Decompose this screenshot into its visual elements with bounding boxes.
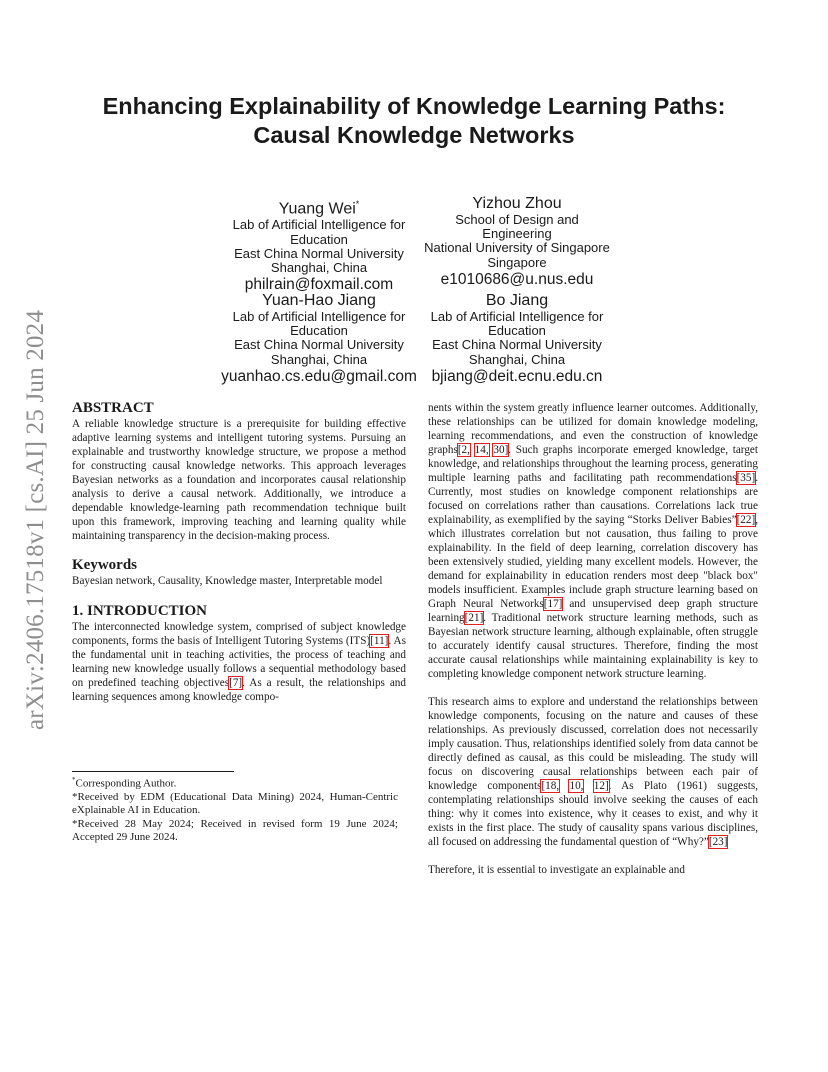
author-block-3 bbox=[216, 292, 422, 386]
author-affiliation: East China Normal University bbox=[432, 337, 602, 353]
author-email[interactable]: bjiang@deit.ecnu.edu.cn bbox=[431, 367, 603, 385]
author-email[interactable]: e1010686@u.nus.edu bbox=[440, 270, 594, 288]
author-affiliation: Education bbox=[290, 231, 348, 247]
footnotes bbox=[72, 774, 398, 845]
author-affiliation: School of Design and bbox=[455, 212, 579, 227]
author-affiliation: Singapore bbox=[487, 254, 547, 270]
author-affiliation: Education bbox=[290, 323, 348, 339]
introduction-paragraph: The interconnected knowledge system, comprised of subject knowledge components, forms the basis of Intelligent Tutoring Systems (ITS)[11]. As the fundamental unit in teaching activities, the process of teaching and learning new knowledge usually follows a sequential methodology based on predefined teaching objectives[7]. As a result, the relationships and learning sequences among knowledge compo- bbox=[72, 621, 406, 703]
author-name: Yuang Wei bbox=[278, 200, 356, 218]
citation-link[interactable]: [7] bbox=[229, 677, 243, 689]
left-column bbox=[72, 400, 406, 704]
citation-link[interactable]: 12] bbox=[593, 780, 609, 792]
author-block-1 bbox=[222, 195, 416, 294]
author-affiliation: Lab of Artificial Intelligence for bbox=[232, 217, 406, 233]
citation-link[interactable]: 14, bbox=[474, 444, 489, 456]
citation-link[interactable]: [2, bbox=[457, 444, 470, 456]
author-affiliation: Education bbox=[488, 323, 546, 339]
corresponding-mark: * bbox=[355, 199, 360, 209]
footnote-dates: *Received 28 May 2024; Received in revised form 19 June 2024; Accepted 29 June 2024. bbox=[72, 817, 398, 844]
author-affiliation: East China Normal University bbox=[234, 337, 404, 353]
paper-title bbox=[60, 92, 768, 150]
body-paragraph: nents within the system greatly influence learner outcomes. Additionally, these relationships can be utilized for domain knowledge modeling, learning recommendations, and even the construction of knowledge graphs[2, 14, 30]. Such graphs incorporate emerged knowledge, target knowledge, and relationships throughout the learning process, generating multiple learning paths and facilitating path recommendations[35]. Currently, most studies on knowledge component relationships are focused on correlations rather than causations. Correlations lack true explainability, as exemplified by the saying “Storks Deliver Babies”[22], which illustrates correlation but not causation, thus failing to prove explainability. In the field of deep learning, correlation discovery has been extensively studied, yielding many excellent models. However, the demand for explainability in education renders most deep "black box" models insufficient. Examples include graph structure learning based on Graph Neural Networks[17] and unsupervised deep graph structure learning[21]. Traditional network structure learning methods, such as Bayesian network structure learning, although explainable, often struggle to accurately identify causal structures. Therefore, finding the most accurate causal relationships while maintaining explainability is key to completing knowledge component network structure learning. bbox=[428, 402, 758, 680]
footnote-corresponding: *Corresponding Author. bbox=[72, 776, 177, 790]
abstract-text: A reliable knowledge structure is a prerequisite for building effective adaptive learning systems and intelligent tutoring systems. Pursuing an explainable and trustworthy knowledge structure, we propose a method for constructing causal knowledge networks. This approach leverages Bayesian networks as a foundation and incorporates causal relationship analysis to derive a causal network. Additionally, we introduce a dependable knowledge-learning path recommendation technique built upon this framework, improving teaching and learning quality while maintaining transparency in the decision-making process. bbox=[72, 418, 406, 542]
arxiv-identifier: arXiv:2406.17518v1 [cs.AI] 25 Jun 2024 bbox=[22, 309, 49, 730]
footnote-rule bbox=[72, 771, 234, 772]
author-affiliation: Engineering bbox=[482, 226, 552, 242]
title-line-2: Causal Knowledge Networks bbox=[253, 122, 575, 148]
footnote-received: *Received by EDM (Educational Data Mining) 2024, Human-Centric eXplainable AI in Education. bbox=[72, 791, 398, 817]
abstract-heading: ABSTRACT bbox=[72, 400, 154, 416]
author-name: Yizhou Zhou bbox=[472, 195, 562, 212]
citation-link[interactable]: 10, bbox=[569, 780, 584, 792]
right-column bbox=[428, 401, 758, 877]
citation-link[interactable]: [22] bbox=[736, 514, 756, 526]
author-name: Bo Jiang bbox=[485, 292, 549, 309]
author-name: Yuan-Hao Jiang bbox=[262, 292, 376, 309]
author-block-2 bbox=[420, 195, 614, 289]
author-email[interactable]: yuanhao.cs.edu@gmail.com bbox=[221, 367, 417, 385]
citation-link[interactable]: [17] bbox=[543, 598, 563, 610]
author-affiliation: Shanghai, China bbox=[270, 259, 368, 275]
citation-link[interactable]: [23] bbox=[708, 836, 728, 848]
author-affiliation: National University of Singapore bbox=[424, 240, 610, 256]
author-block-4 bbox=[420, 292, 614, 386]
body-paragraph: This research aims to explore and understand the relationships between knowledge components, focusing on the nature and causes of these relationships. As previously discussed, correlation does not necessarily imply causation. Thus, relationships identified solely from data cannot be directly defined as causal, as this could be misleading. The study will focus on discovering causal relationships between each pair of knowledge components[18, 10, 12]. As Plato (1961) suggests, contemplating relationships should involve seeking the causes of each thing: why it comes into existence, why it ceases to exist, and why it exists in the first place. The study of causality spans various disciplines, all focused on addressing the fundamental question of “Why?”[23] bbox=[428, 696, 758, 848]
keywords-heading: Keywords bbox=[72, 557, 137, 573]
introduction-heading: 1. INTRODUCTION bbox=[72, 603, 208, 619]
author-email[interactable]: philrain@foxmail.com bbox=[244, 276, 394, 294]
citation-link[interactable]: [18, bbox=[541, 780, 560, 792]
citation-link[interactable]: [21] bbox=[464, 612, 484, 624]
citation-link[interactable]: 30] bbox=[493, 444, 509, 456]
keywords-text: Bayesian network, Causality, Knowledge master, Interpretable model bbox=[72, 575, 383, 587]
citation-link[interactable]: [35] bbox=[736, 472, 756, 484]
author-affiliation: Shanghai, China bbox=[468, 351, 566, 367]
author-affiliation: East China Normal University bbox=[234, 245, 404, 261]
body-paragraph: Therefore, it is essential to investigate an explainable and bbox=[428, 864, 685, 876]
author-affiliation: Lab of Artificial Intelligence for bbox=[430, 309, 604, 324]
citation-link[interactable]: [11] bbox=[370, 635, 389, 647]
author-affiliation: Lab of Artificial Intelligence for bbox=[232, 309, 406, 324]
author-affiliation: Shanghai, China bbox=[270, 351, 368, 367]
title-line-1: Enhancing Explainability of Knowledge Learning Paths: bbox=[102, 93, 726, 119]
